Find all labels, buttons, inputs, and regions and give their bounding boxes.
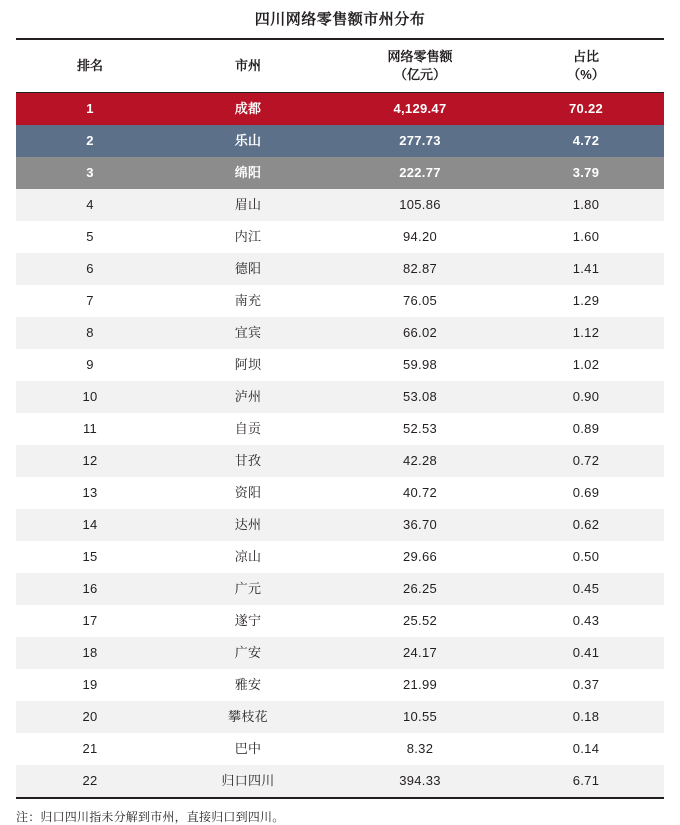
table-body	[16, 93, 664, 799]
table-row	[16, 509, 664, 541]
cell-share: 0.50	[572, 549, 600, 565]
cell-rank: 22	[16, 765, 164, 798]
table-row	[16, 445, 664, 477]
table-row	[16, 317, 664, 349]
cell-amount: 105.86	[332, 189, 508, 221]
table-row	[16, 541, 664, 573]
cell-rank: 4	[16, 189, 164, 221]
cell-city: 攀枝花	[164, 701, 332, 733]
cell-amount: 53.08	[332, 381, 508, 413]
cell-amount: 394.33	[332, 765, 508, 798]
column-header-rank-label: 排名	[76, 57, 103, 73]
table-row	[16, 573, 664, 605]
cell-rank: 18	[16, 637, 164, 669]
cell-amount: 10.55	[332, 701, 508, 733]
cell-amount: 26.25	[332, 573, 508, 605]
cell-rank: 15	[82, 549, 98, 565]
cell-rank: 19	[82, 677, 98, 693]
cell-amount: 222.77	[332, 157, 508, 189]
table-row	[16, 253, 664, 285]
cell-rank: 1	[16, 93, 164, 126]
cell-city: 凉山	[234, 549, 262, 565]
cell-city: 雅安	[234, 677, 262, 693]
cell-amount: 40.72	[402, 485, 438, 501]
cell-share: 1.41	[508, 253, 664, 285]
cell-city: 眉山	[164, 189, 332, 221]
cell-share: 4.72	[508, 125, 664, 157]
cell-amount: 8.32	[406, 741, 434, 757]
cell-amount: 4,129.47	[332, 93, 508, 126]
cell-rank: 13	[82, 485, 98, 501]
cell-amount: 25.52	[402, 613, 438, 629]
cell-amount: 42.28	[332, 445, 508, 477]
header-row	[16, 39, 664, 93]
cell-city: 达州	[164, 509, 332, 541]
cell-rank: 9	[86, 357, 94, 373]
cell-rank: 16	[16, 573, 164, 605]
table-row	[16, 189, 664, 221]
cell-city: 自贡	[234, 421, 262, 437]
cell-share: 70.22	[508, 93, 664, 126]
cell-rank: 21	[82, 741, 98, 757]
column-header-share	[508, 39, 664, 93]
cell-city: 归口四川	[164, 765, 332, 798]
cell-amount: 94.20	[402, 229, 438, 245]
cell-share: 1.80	[508, 189, 664, 221]
cell-amount: 29.66	[402, 549, 438, 565]
cell-rank: 6	[16, 253, 164, 285]
column-header-amount	[332, 39, 508, 93]
cell-city: 德阳	[164, 253, 332, 285]
cell-city: 甘孜	[164, 445, 332, 477]
column-header-amount-label: 网络零售额	[387, 49, 453, 64]
cell-city: 乐山	[164, 125, 332, 157]
cell-share: 0.90	[508, 381, 664, 413]
table-row	[16, 157, 664, 189]
cell-amount: 277.73	[332, 125, 508, 157]
cell-rank: 12	[16, 445, 164, 477]
cell-share: 1.12	[508, 317, 664, 349]
cell-rank: 20	[16, 701, 164, 733]
cell-share: 0.62	[508, 509, 664, 541]
table-row	[16, 413, 664, 445]
cell-city: 内江	[234, 229, 262, 245]
column-header-share-unit: （%）	[567, 66, 605, 82]
cell-share: 1.60	[572, 229, 600, 245]
cell-share: 0.43	[572, 613, 600, 629]
cell-rank: 5	[86, 229, 94, 245]
table-row	[16, 765, 664, 798]
cell-share: 0.14	[572, 741, 600, 757]
cell-city: 绵阳	[164, 157, 332, 189]
cell-share: 0.89	[572, 421, 600, 437]
table-row	[16, 349, 664, 381]
cell-city: 阿坝	[234, 357, 262, 373]
cell-city: 广元	[164, 573, 332, 605]
cell-amount: 36.70	[332, 509, 508, 541]
cell-amount: 76.05	[402, 293, 438, 309]
cell-share: 0.18	[508, 701, 664, 733]
cell-rank: 10	[16, 381, 164, 413]
table-row	[16, 93, 664, 126]
column-header-city	[164, 39, 332, 93]
cell-rank: 3	[16, 157, 164, 189]
cell-rank: 8	[16, 317, 164, 349]
cell-share: 6.71	[508, 765, 664, 798]
table-row	[16, 637, 664, 669]
table-footnote: 注：归口四川指未分解到市州，直接归口到四川。	[16, 810, 285, 825]
cell-amount: 24.17	[332, 637, 508, 669]
cell-amount: 82.87	[332, 253, 508, 285]
cell-city: 遂宁	[234, 613, 262, 629]
cell-rank: 17	[82, 613, 98, 629]
cell-amount: 66.02	[332, 317, 508, 349]
table-header	[16, 39, 664, 93]
cell-city: 南充	[234, 293, 262, 309]
table-row	[16, 669, 664, 701]
cell-share: 3.79	[508, 157, 664, 189]
cell-amount: 59.98	[402, 357, 438, 373]
table-row	[16, 605, 664, 637]
column-header-share-label: 占比	[572, 49, 599, 64]
column-header-city-label: 市州	[234, 57, 261, 73]
cell-share: 0.69	[572, 485, 600, 501]
table-row	[16, 477, 664, 509]
cell-share: 1.29	[572, 293, 600, 309]
table-row	[16, 381, 664, 413]
column-header-amount-unit: （亿元）	[393, 66, 446, 82]
cell-city: 资阳	[234, 485, 262, 501]
cell-share: 1.02	[572, 357, 600, 373]
cell-city: 成都	[164, 93, 332, 126]
cell-city: 巴中	[234, 741, 262, 757]
cell-rank: 2	[16, 125, 164, 157]
cell-city: 泸州	[164, 381, 332, 413]
table-row	[16, 733, 664, 765]
table-row	[16, 125, 664, 157]
page-title: 四川网络零售额市州分布	[254, 11, 426, 28]
column-header-rank	[16, 39, 164, 93]
cell-share: 0.37	[572, 677, 600, 693]
table-row	[16, 701, 664, 733]
cell-amount: 21.99	[402, 677, 438, 693]
cell-amount: 52.53	[402, 421, 438, 437]
cell-rank: 14	[16, 509, 164, 541]
cell-city: 广安	[164, 637, 332, 669]
retail-sales-table	[16, 38, 664, 799]
cell-share: 0.72	[508, 445, 664, 477]
cell-rank: 11	[82, 421, 98, 437]
cell-share: 0.45	[508, 573, 664, 605]
cell-share: 0.41	[508, 637, 664, 669]
table-row	[16, 221, 664, 253]
cell-rank: 7	[86, 293, 94, 309]
cell-city: 宜宾	[164, 317, 332, 349]
table-row	[16, 285, 664, 317]
